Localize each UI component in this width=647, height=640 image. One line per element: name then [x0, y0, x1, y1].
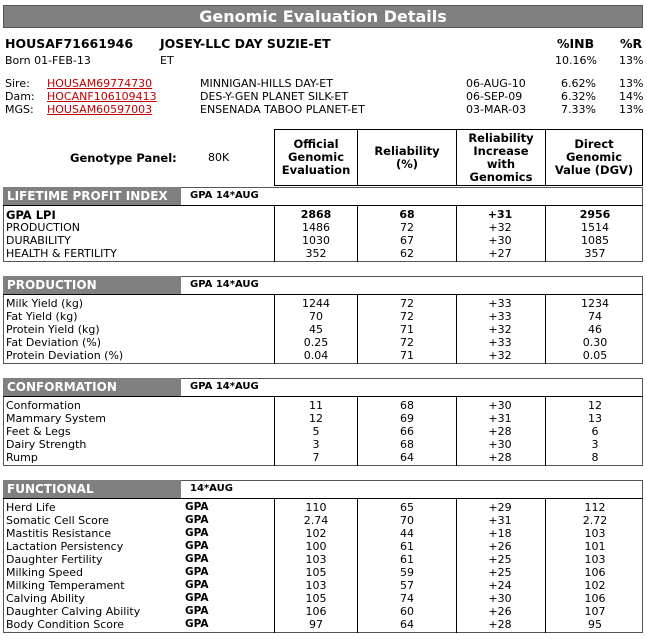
- row-value: 72: [400, 336, 414, 349]
- row-value: 1234: [581, 297, 609, 310]
- row-value: 67: [400, 234, 414, 247]
- row-value: +32: [488, 221, 512, 234]
- r-header: %R: [620, 36, 643, 51]
- row-label: Rump: [6, 451, 38, 464]
- row-label: Mastitis Resistance: [6, 527, 112, 540]
- dam-label: Dam:: [5, 90, 35, 103]
- row-value: 3: [312, 438, 320, 451]
- row-label: Protein Deviation (%): [6, 349, 124, 362]
- row-value: 71: [400, 349, 414, 362]
- row-value: 0.25: [303, 336, 329, 349]
- row-value: 71: [400, 323, 414, 336]
- row-label: Calving Ability: [6, 592, 85, 605]
- section-gpa-date: GPA 14*AUG: [190, 190, 259, 201]
- row-value: 64: [400, 618, 414, 631]
- column-divider: [456, 294, 457, 364]
- section-header-divider: [3, 396, 643, 397]
- row-value: 112: [584, 501, 606, 514]
- row-label: Mammary System: [6, 412, 106, 425]
- row-value: 107: [584, 605, 606, 618]
- row-value: 74: [588, 310, 602, 323]
- row-gpa-flag: GPA: [185, 566, 209, 578]
- dam-r: 14%: [619, 90, 644, 103]
- section-title: PRODUCTION: [3, 276, 181, 294]
- sire-id-link[interactable]: HOUSAM69774730: [47, 77, 153, 90]
- row-gpa-flag: GPA: [185, 540, 209, 552]
- animal-r: 13%: [619, 54, 644, 67]
- column-divider: [357, 396, 358, 466]
- section-gpa-date: GPA 14*AUG: [190, 279, 259, 290]
- row-value: 110: [305, 501, 327, 514]
- row-value: +28: [488, 425, 512, 438]
- page-title: Genomic Evaluation Details: [3, 5, 643, 28]
- dam-date: 06-SEP-09: [466, 90, 523, 103]
- row-value: 1514: [581, 221, 609, 234]
- row-gpa-flag: GPA: [185, 501, 209, 513]
- col-header-reliability: Reliability (%): [357, 129, 457, 186]
- row-value: 101: [584, 540, 606, 553]
- row-value: 7: [312, 451, 320, 464]
- row-value: 62: [400, 247, 414, 260]
- column-divider: [545, 498, 546, 633]
- row-label: Body Condition Score: [6, 618, 125, 631]
- row-value: +33: [488, 336, 512, 349]
- row-value: 0.05: [582, 349, 608, 362]
- row-value: +30: [488, 234, 512, 247]
- row-value: +24: [488, 579, 512, 592]
- mgs-label: MGS:: [5, 103, 34, 116]
- row-value: 69: [400, 412, 414, 425]
- sire-inb: 6.62%: [561, 77, 596, 90]
- row-label: GPA LPI: [6, 208, 56, 222]
- column-divider: [357, 205, 358, 262]
- row-value: +25: [488, 566, 512, 579]
- row-label: Fat Deviation (%): [6, 336, 102, 349]
- dam-id-link[interactable]: HOCANF106109413: [47, 90, 157, 103]
- row-value: 102: [584, 579, 606, 592]
- row-gpa-flag: GPA: [185, 605, 209, 617]
- column-divider: [274, 498, 275, 633]
- column-divider: [545, 396, 546, 466]
- row-value: +31: [487, 208, 513, 221]
- row-value: 6: [591, 425, 599, 438]
- column-divider: [456, 396, 457, 466]
- row-value: 72: [400, 221, 414, 234]
- column-divider: [545, 294, 546, 364]
- row-value: 352: [305, 247, 327, 260]
- row-value: 46: [588, 323, 602, 336]
- row-value: 12: [588, 399, 602, 412]
- row-value: 1085: [581, 234, 609, 247]
- row-value: +29: [488, 501, 512, 514]
- row-value: 357: [584, 247, 606, 260]
- row-label: Milk Yield (kg): [6, 297, 84, 310]
- row-value: 103: [305, 553, 327, 566]
- row-value: 8: [591, 451, 599, 464]
- column-divider: [274, 294, 275, 364]
- row-gpa-flag: GPA: [185, 514, 209, 526]
- genotype-panel-value: 80K: [208, 151, 230, 164]
- dam-name: DES-Y-GEN PLANET SILK-ET: [200, 90, 349, 103]
- row-value: 12: [309, 412, 323, 425]
- row-label: Somatic Cell Score: [6, 514, 109, 527]
- column-divider: [456, 205, 457, 262]
- row-value: +33: [488, 297, 512, 310]
- row-value: 66: [400, 425, 414, 438]
- row-gpa-flag: GPA: [185, 579, 209, 591]
- row-label: Dairy Strength: [6, 438, 87, 451]
- row-label: Herd Life: [6, 501, 56, 514]
- column-divider: [274, 396, 275, 466]
- section-title: LIFETIME PROFIT INDEX: [3, 187, 181, 205]
- row-value: +33: [488, 310, 512, 323]
- section-header-divider: [3, 294, 643, 295]
- dam-inb: 6.32%: [561, 90, 596, 103]
- mgs-name: ENSENADA TABOO PLANET-ET: [200, 103, 365, 116]
- row-value: 65: [400, 501, 414, 514]
- row-label: Daughter Fertility: [6, 553, 103, 566]
- row-value: 103: [584, 527, 606, 540]
- genotype-panel-label: Genotype Panel:: [70, 151, 177, 165]
- column-divider: [357, 294, 358, 364]
- mgs-id-link[interactable]: HOUSAM60597003: [47, 103, 153, 116]
- row-value: 0.30: [582, 336, 608, 349]
- row-value: +31: [488, 412, 512, 425]
- animal-inb: 10.16%: [555, 54, 597, 67]
- row-label: Lactation Persistency: [6, 540, 124, 553]
- row-value: 72: [400, 297, 414, 310]
- row-value: 2868: [300, 208, 332, 221]
- row-value: +18: [488, 527, 512, 540]
- row-value: 100: [305, 540, 327, 553]
- row-label: HEALTH & FERTILITY: [6, 247, 117, 260]
- row-gpa-flag: GPA: [185, 553, 209, 565]
- sire-label: Sire:: [5, 77, 30, 90]
- row-value: 1030: [302, 234, 330, 247]
- section-gpa-date: 14*AUG: [190, 483, 233, 494]
- mgs-r: 13%: [619, 103, 644, 116]
- row-label: Conformation: [6, 399, 81, 412]
- row-value: 102: [305, 527, 327, 540]
- et-flag: ET: [160, 54, 174, 67]
- section-header-divider: [3, 498, 643, 499]
- row-value: 13: [588, 412, 602, 425]
- row-value: 2.72: [582, 514, 608, 527]
- row-value: +25: [488, 553, 512, 566]
- row-gpa-flag: GPA: [185, 618, 209, 630]
- row-gpa-flag: GPA: [185, 592, 209, 604]
- row-value: 106: [584, 566, 606, 579]
- row-label: Protein Yield (kg): [6, 323, 100, 336]
- sire-r: 13%: [619, 77, 644, 90]
- row-value: 103: [584, 553, 606, 566]
- row-value: 68: [399, 208, 415, 221]
- row-value: 68: [400, 438, 414, 451]
- row-value: 1244: [302, 297, 330, 310]
- column-divider: [545, 205, 546, 262]
- row-value: 1486: [302, 221, 330, 234]
- row-value: 64: [400, 451, 414, 464]
- row-value: 0.04: [303, 349, 329, 362]
- row-value: 3: [591, 438, 599, 451]
- row-value: 97: [309, 618, 323, 631]
- row-value: 2.74: [303, 514, 329, 527]
- row-value: 106: [305, 605, 327, 618]
- inb-header: %INB: [557, 36, 595, 51]
- row-label: PRODUCTION: [6, 221, 80, 234]
- row-value: 105: [305, 566, 327, 579]
- row-label: Fat Yield (kg): [6, 310, 78, 323]
- section-header-divider: [3, 205, 643, 206]
- section-title: FUNCTIONAL: [3, 480, 181, 498]
- row-label: Milking Temperament: [6, 579, 125, 592]
- row-value: +32: [488, 349, 512, 362]
- row-value: 57: [400, 579, 414, 592]
- row-value: 59: [400, 566, 414, 579]
- birth-date: Born 01-FEB-13: [5, 54, 91, 67]
- sire-date: 06-AUG-10: [466, 77, 526, 90]
- row-value: 60: [400, 605, 414, 618]
- row-label: Milking Speed: [6, 566, 83, 579]
- mgs-date: 03-MAR-03: [466, 103, 527, 116]
- row-value: 103: [305, 579, 327, 592]
- row-label: Daughter Calving Ability: [6, 605, 141, 618]
- column-divider: [357, 498, 358, 633]
- row-value: 70: [400, 514, 414, 527]
- row-value: +30: [488, 438, 512, 451]
- mgs-inb: 7.33%: [561, 103, 596, 116]
- row-value: +31: [488, 514, 512, 527]
- row-value: 5: [312, 425, 320, 438]
- row-label: Feet & Legs: [6, 425, 71, 438]
- row-value: +26: [488, 540, 512, 553]
- row-value: 45: [309, 323, 323, 336]
- row-value: 106: [584, 592, 606, 605]
- animal-name: JOSEY-LLC DAY SUZIE-ET: [160, 36, 331, 51]
- row-label: DURABILITY: [6, 234, 71, 247]
- row-value: 74: [400, 592, 414, 605]
- row-gpa-flag: GPA: [185, 527, 209, 539]
- row-value: 11: [309, 399, 323, 412]
- row-value: +27: [488, 247, 512, 260]
- row-value: +30: [488, 399, 512, 412]
- column-divider: [274, 205, 275, 262]
- section-title: CONFORMATION: [3, 378, 181, 396]
- row-value: 105: [305, 592, 327, 605]
- section-gpa-date: GPA 14*AUG: [190, 381, 259, 392]
- col-header-rel-increase: Reliability Increase with Genomics: [456, 129, 546, 186]
- row-value: 72: [400, 310, 414, 323]
- col-header-dgv: Direct Genomic Value (DGV): [545, 129, 643, 186]
- row-value: 70: [309, 310, 323, 323]
- row-value: +30: [488, 592, 512, 605]
- col-header-official: Official Genomic Evaluation: [274, 129, 358, 186]
- row-value: 44: [400, 527, 414, 540]
- row-value: 95: [588, 618, 602, 631]
- row-value: 68: [400, 399, 414, 412]
- row-value: 61: [400, 553, 414, 566]
- row-value: 2956: [579, 208, 611, 221]
- row-value: +26: [488, 605, 512, 618]
- row-value: +28: [488, 451, 512, 464]
- sire-name: MINNIGAN-HILLS DAY-ET: [200, 77, 333, 90]
- row-value: +28: [488, 618, 512, 631]
- row-value: +32: [488, 323, 512, 336]
- row-value: 61: [400, 540, 414, 553]
- column-divider: [456, 498, 457, 633]
- animal-id: HOUSAF71661946: [5, 36, 134, 51]
